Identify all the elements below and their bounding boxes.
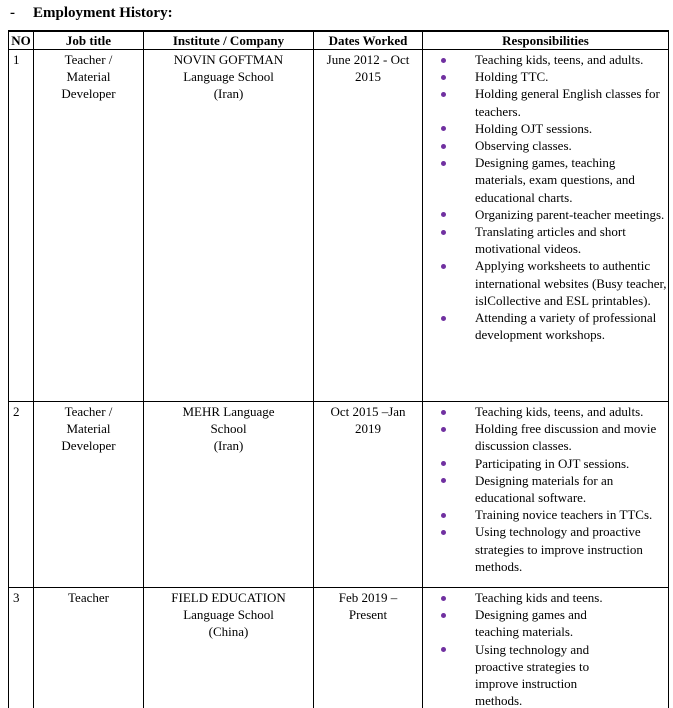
bullet-icon: [441, 144, 446, 149]
cell-institute: [144, 50, 314, 402]
text-line: MEHR Language: [182, 404, 275, 419]
cell-no: 3: [9, 588, 34, 708]
responsibility-text: Designing materials for an educational software.: [475, 472, 614, 506]
bullet-icon: [441, 427, 446, 432]
section-heading: [0, 0, 673, 22]
cell-dates: [314, 402, 423, 588]
cell-job-title: [34, 50, 144, 402]
column-header-dates: Dates Worked: [314, 31, 423, 50]
bullet-icon: [441, 230, 446, 235]
bullet-icon: [441, 212, 446, 217]
text-line: Developer: [61, 438, 116, 454]
bullet-icon: [441, 410, 446, 415]
responsibility-item: [441, 589, 668, 606]
text-line: 2015: [355, 69, 381, 85]
text-line: Language School: [183, 607, 274, 623]
responsibilities-list: [423, 403, 668, 575]
cell-job-title: [34, 402, 144, 588]
responsibility-item: [441, 403, 668, 420]
text-line: (Iran): [213, 86, 244, 102]
bullet-icon: [441, 530, 446, 535]
responsibility-text: Designing games and teaching materials.: [475, 607, 587, 640]
responsibility-text: Observing classes.: [475, 138, 572, 154]
text-line: Language School: [183, 69, 274, 85]
bullet-icon: [441, 161, 446, 166]
text-line: Feb 2019 –: [338, 590, 398, 605]
text-line: Teacher: [68, 590, 109, 605]
responsibility-text: Teaching kids, teens, and adults.: [475, 404, 644, 419]
cell-job-title: [34, 588, 144, 708]
bullet-icon: [441, 647, 446, 652]
text-line: (Iran): [213, 438, 244, 454]
bullet-icon: [441, 126, 446, 131]
table-row: [9, 50, 669, 402]
text-line: Material: [66, 421, 111, 437]
responsibility-item: [441, 506, 668, 523]
responsibility-item: [441, 523, 668, 575]
column-header-institute: Institute / Company: [144, 31, 314, 50]
responsibility-text: Designing games, teaching materials, exam questions, and educational charts.: [475, 155, 635, 205]
responsibility-item: [441, 641, 668, 708]
bullet-icon: [441, 513, 446, 518]
cell-institute: [144, 402, 314, 588]
responsibility-text: Using technology and proactive strategies to improve instruction methods.: [475, 641, 590, 708]
responsibility-text: Holding TTC.: [475, 69, 549, 85]
bullet-icon: [441, 75, 446, 80]
responsibility-item: [441, 606, 668, 640]
responsibility-item: [441, 223, 668, 257]
responsibility-item: [441, 120, 668, 137]
text-line: 2019: [355, 421, 381, 437]
cell-institute: [144, 588, 314, 708]
text-line: FIELD EDUCATION: [171, 590, 286, 605]
bullet-icon: [441, 92, 446, 97]
column-header-no: NO: [9, 31, 34, 50]
text-line: June 2012 - Oct: [326, 52, 410, 67]
table-header-row: [9, 31, 669, 50]
cell-no: 2: [9, 402, 34, 588]
text-line: Oct 2015 –Jan: [330, 404, 406, 419]
responsibility-item: [441, 154, 668, 206]
responsibility-text: Participating in OJT sessions.: [475, 455, 630, 471]
text-line: (China): [208, 624, 249, 640]
responsibility-item: [441, 137, 668, 154]
bullet-icon: [441, 316, 446, 321]
responsibility-text: Translating articles and short motivational videos.: [475, 224, 626, 257]
cell-dates: [314, 588, 423, 708]
responsibility-item: [441, 68, 668, 85]
responsibility-item: [441, 206, 668, 223]
cell-dates: [314, 50, 423, 402]
bullet-icon: [441, 461, 446, 466]
text-line: Teacher /: [64, 52, 113, 67]
responsibility-text: Holding free discussion and movie discussion classes.: [475, 421, 657, 454]
responsibilities-list: [423, 589, 668, 708]
responsibility-text: Organizing parent-teacher meetings.: [475, 206, 665, 222]
cell-responsibilities: [423, 50, 669, 402]
responsibility-item: [441, 85, 668, 119]
cell-responsibilities: [423, 588, 669, 708]
bullet-icon: [441, 478, 446, 483]
responsibility-item: [441, 257, 668, 309]
text-line: NOVIN GOFTMAN: [173, 52, 284, 67]
responsibility-text: Teaching kids and teens.: [475, 590, 603, 605]
column-header-responsibilities: Responsibilities: [423, 31, 669, 50]
text-line: Material: [66, 69, 111, 85]
cell-no: 1: [9, 50, 34, 402]
responsibility-text: Using technology and proactive strategies to improve instruction methods.: [475, 524, 643, 574]
bullet-icon: [441, 58, 446, 63]
responsibility-item: [441, 472, 668, 506]
responsibility-item: [441, 51, 668, 68]
responsibility-text: Holding OJT sessions.: [475, 120, 593, 136]
bullet-icon: [441, 613, 446, 618]
section-heading-text: Employment History:: [33, 5, 173, 21]
text-line: Teacher /: [64, 404, 113, 419]
responsibility-text: Applying worksheets to authentic international websites (Busy teacher, islCollective and ESL printables).: [475, 258, 667, 308]
text-line: School: [210, 421, 247, 437]
responsibility-item: [441, 309, 668, 343]
bullet-icon: [441, 264, 446, 269]
responsibility-item: [441, 455, 668, 472]
text-line: Present: [348, 607, 388, 623]
table-row: [9, 588, 669, 708]
responsibility-text: Attending a variety of professional development workshops.: [475, 310, 657, 343]
responsibility-text: Teaching kids, teens, and adults.: [475, 52, 644, 67]
column-header-job-title: Job title: [34, 31, 144, 50]
dash-bullet: -: [10, 5, 15, 21]
responsibility-item: [441, 420, 668, 454]
bullet-icon: [441, 596, 446, 601]
text-line: Developer: [61, 86, 116, 102]
responsibility-text: Holding general English classes for teachers.: [475, 86, 660, 119]
responsibilities-list: [423, 51, 668, 343]
table-row: [9, 402, 669, 588]
responsibility-text: Training novice teachers in TTCs.: [475, 507, 653, 523]
cell-responsibilities: [423, 402, 669, 588]
employment-history-table: [8, 30, 669, 708]
